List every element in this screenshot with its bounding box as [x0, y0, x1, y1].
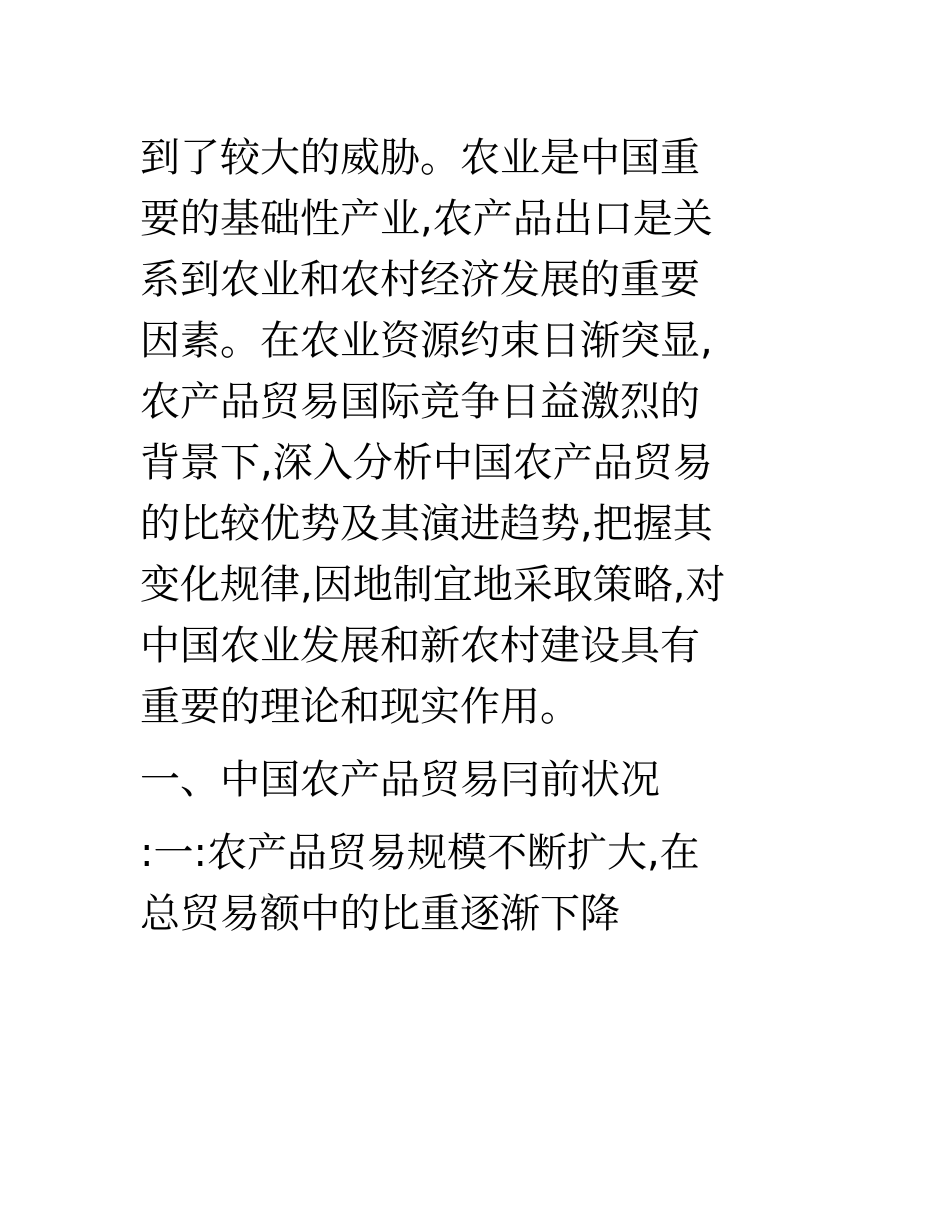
- subsection-heading-line: 总贸易额中的比重逐渐下降: [140, 891, 620, 937]
- subsection-heading-line: :一:农产品贸易规模不断扩大,在: [140, 830, 700, 876]
- paragraph-line: 背景下,深入分析中国农产品贸易: [140, 440, 713, 486]
- paragraph-line: 系到农业和农村经济发展的重要: [140, 257, 700, 303]
- paragraph-line: 农产品贸易国际竞争日益激烈的: [140, 379, 700, 425]
- body-text: [140, 128, 820, 945]
- paragraph-line: 的比较优势及其演进趋势,把握其: [140, 501, 713, 547]
- paragraph-line: 重要的理论和现实作用。: [140, 684, 580, 730]
- section-heading: 一、中国农产品贸易冃前状况: [140, 757, 660, 803]
- paragraph-line: 到了较大的威胁。农业是中国重: [140, 135, 700, 181]
- paragraph-line: 因素。在农业资源约束日渐突显,: [140, 318, 713, 364]
- paragraph-line: 要的基础性产业,农产品出口是关: [140, 196, 713, 242]
- paragraph-line: 变化规律,因地制宜地采取策略,对: [140, 562, 726, 608]
- paragraph-line: 中国农业发展和新农村建设具有: [140, 623, 700, 669]
